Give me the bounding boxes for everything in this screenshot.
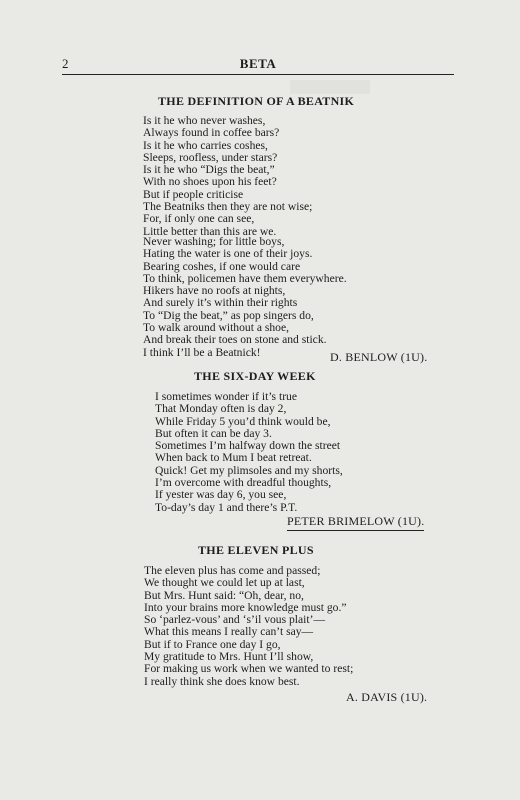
poem-line: I really think she does know best. (144, 674, 300, 688)
poem-line: So ‘parlez-vous’ and ‘s’il vous plait’— (144, 613, 326, 627)
poem-line: For making us work when we wanted to rest; (144, 662, 354, 676)
poem-line: To “Dig the beat,” as pop singers do, (143, 308, 314, 322)
magazine-title: BETA (239, 56, 277, 71)
poem-line: Never washing; for little boys, (143, 235, 285, 248)
poem-line: I think I’ll be a Beatnick! (143, 345, 261, 359)
poem-title: THE ELEVEN PLUS (198, 543, 314, 557)
poem-line: And surely it’s within their rights (143, 296, 298, 310)
poem-title: THE SIX-DAY WEEK (194, 369, 316, 383)
poem-line: But if to France one day I go, (144, 637, 281, 651)
show-through-shadow (290, 80, 370, 94)
poem-line: But often it can be day 3. (155, 426, 272, 440)
poem-author: D. BENLOW (1U). (330, 350, 428, 364)
poem-line: What this means I really can’t say— (144, 625, 314, 639)
poem-line: For, if only one can see, (143, 212, 255, 226)
poem-line: With no shoes upon his feet? (143, 175, 277, 189)
poem-line: Hikers have no roofs at nights, (143, 284, 286, 298)
poem-line: The eleven plus has come and passed; (144, 564, 321, 577)
poem-line: That Monday often is day 2, (155, 402, 287, 416)
poem-line: Is it he who never washes, (143, 114, 266, 127)
poem-line: Always found in coffee bars? (143, 126, 280, 140)
poem-title: THE DEFINITION OF A BEATNIK (158, 94, 355, 108)
poem-line: Quick! Get my plimsoles and my shorts, (155, 463, 343, 477)
poem-line: Bearing coshes, if one would care (143, 259, 301, 273)
poem-line: While Friday 5 you’d think would be, (155, 414, 331, 428)
poem-line: Little better than this are we. (143, 224, 277, 238)
poem-line: To walk around without a shoe, (143, 321, 290, 335)
poem-stanza (143, 115, 312, 238)
poem-author: A. DAVIS (1U). (346, 690, 428, 704)
poem-stanza (155, 391, 343, 514)
poem-line: We thought we could let up at last, (144, 576, 305, 590)
poem-stanza (143, 236, 347, 359)
poem-line: But Mrs. Hunt said: “Oh, dear, no, (144, 588, 304, 602)
poem-line: I’m overcome with dreadful thoughts, (155, 476, 332, 490)
poem-line: Sometimes I’m halfway down the street (155, 439, 341, 453)
poem-line: The Beatniks then they are not wise; (143, 200, 313, 214)
poem-line: Sleeps, roofless, under stars? (143, 150, 278, 164)
page-header (62, 56, 454, 76)
poem-line: But if people criticise (143, 187, 244, 201)
poem-author: PETER BRIMELOW (1U). (287, 514, 424, 531)
poem-line: My gratitude to Mrs. Hunt I’ll show, (144, 650, 314, 664)
poem-line: Is it he who “Digs the beat,” (143, 163, 275, 177)
poem-line: I sometimes wonder if it’s true (155, 390, 297, 403)
poem-line: And break their toes on stone and stick. (143, 333, 327, 347)
poem-line: Hating the water is one of their joys. (143, 247, 313, 261)
poem-line: To think, policemen have them everywhere. (143, 271, 347, 285)
poem-line: To-day’s day 1 and there’s P.T. (155, 500, 298, 514)
header-rule (62, 74, 454, 75)
poem-line: Into your brains more knowledge must go.” (144, 600, 347, 614)
poem-line: Is it he who carries coshes, (143, 138, 268, 152)
poem-line: When back to Mum I beat retreat. (155, 451, 312, 465)
poem-stanza (144, 565, 353, 688)
poem-line: If yester was day 6, you see, (155, 488, 287, 502)
page-number: 2 (62, 56, 69, 71)
